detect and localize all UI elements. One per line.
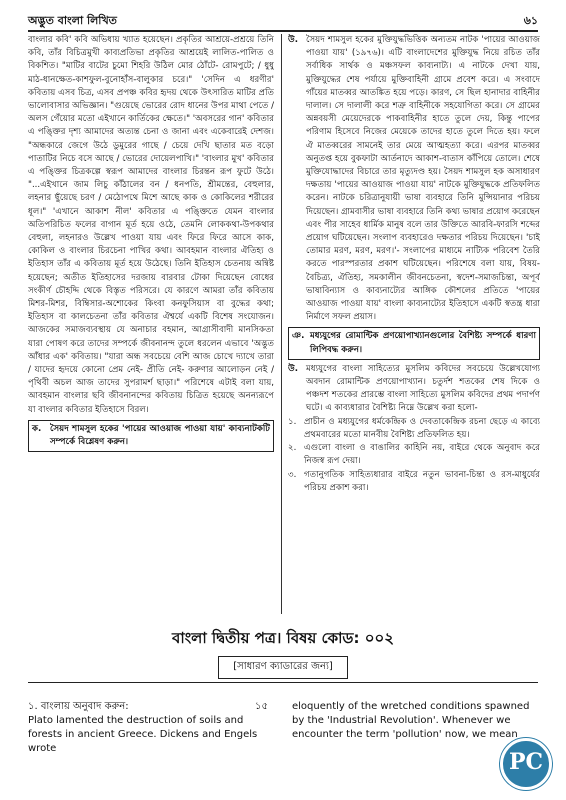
list-text: প্রাচীন ও মধ্যযুগের ধর্মকেন্দ্রিক ও দেবতাকেন্দ্রিক রচনা ছেড়ে এ কাব্যে প্রথমবারের মতো মানবীয় বৈশিষ্ট্য প্রতিফলিত হয়। [304, 416, 540, 440]
question-text: সৈয়দ শামসুল হকের 'পায়ের আওয়াজ পাওয়া যায়' কাব্যনাটকটি সম্পর্কে বিশ্লেষণ করুন। [50, 423, 270, 448]
passage-left: Plato lamented the destruction of soils and forests in ancient Greece. Dickens and Engels wrote [28, 715, 258, 754]
header-rule [28, 30, 538, 32]
section-rule [28, 682, 538, 683]
question-nya [288, 327, 540, 359]
answer-block [288, 34, 540, 324]
answer-label: উ. [288, 35, 298, 45]
section-subtitle-wrap [0, 654, 566, 679]
publisher-logo [500, 738, 552, 790]
list-item [288, 469, 540, 495]
column-divider [281, 34, 282, 614]
page-number: ৬১ [523, 14, 538, 27]
list-number: ২. [288, 443, 297, 454]
answer-text: সৈয়দ শামসুল হকের মুক্তিযুদ্ধভিত্তিক অন্যতম নাটক 'পায়ের আওয়াজ পাওয়া যায়' (১৯৭৬)। এটি বাংলাদেশের মুক্তিযুদ্ধ নিয়ে রচিত তাঁর সর্বাধিক সার্থক ও মঞ্চসফল কাব্যনাট্য। এ নাটকে দেখা যায়, মুক্তিযুদ্ধের শেষ পর্যায়ে মুক্তিবাহিনী গ্রামে প্রবেশ করে। এ সংবাদে গাঁয়ের মাতব্বর আতঙ্কিত হয়ে পড়ে। কারণ, সে ছিল হানাদার বাহিনীর দালাল। সে দালালী করে শত্রু বাহিনীকে সহযোগিতা করে। সে গ্রামের অন্নবয়সী মেয়েদেরকে পাকবাহিনীর হাতে তুলে দেয়, কিন্তু পাপের পরিণাম হিসেবে নিজের মেয়েকে তাদের হাতে তুলে দিতে হয়। ফলে ঐ মাতব্বরের সামনেই তার মেয়ে আত্মহত্যা করে। এরপর মাতব্বর অনুতপ্ত হয়ে বুকফাটা আর্তনাদে আকাশ-বাতাস কাঁপিয়ে তোলে। শেষে মুক্তিযোদ্ধাদের বিচারে তার মৃত্যুদণ্ড হয়। সৈয়দ শামসুল হক অসাধারণ দক্ষতায় 'পায়ের আওয়াজ পাওয়া যায়' নাটকে মুক্তিযুদ্ধকে প্রতিফলিত করেন। নাটকে চরিত্রানুযায়ী ভাষা ব্যবহারে তিনি মুন্সিয়ানার পরিচয় দিয়েছেন। গ্রামবাসীর ভাষা ব্যবহারে তিনি কথ্য ভাষার প্রয়োগ করেছেন এবং পীর সাহেব ধার্মিক মানুষ বলে তার উক্তিতে আরবি-ফারসি শব্দের প্রয়োগ ঘটিয়েছেন। সংলাপ ব্যবহারেও দক্ষতার পরিচয় দিয়েছেন। 'চাই তোমার মরণ, মরণ, মরণ।'- সংলাপের মাধ্যমে নাট্যিক পরিবেশ তৈরি করতে পারস্পরতার প্রকাশ ঘটিয়েছেন। পরিশেষে বলা যায়, বিষয়-বৈচিত্র্য, ঐতিহ্য, সমকালীন জীবনচেতনা, স্বদেশ-সমাজচিন্তা, অপূর্ব ভাষাবিন্যাস ও কাব্যনাট্যের আঙ্গিক কৌশলের প্রতিতে 'পায়ের আওয়াজ পাওয়া যায়' বাংলা কাব্যনাট্যের ইতিহাসে একটি স্বতন্ত্র ধারা নির্মাণে সফল প্রয়াস। [306, 35, 540, 323]
page-header [28, 8, 538, 30]
right-column [288, 34, 540, 619]
translation-question [28, 700, 268, 756]
list-number: ১. [288, 416, 297, 427]
translation-label: ১. বাংলায় অনুবাদ করুন: [28, 701, 129, 712]
list-item [288, 416, 540, 442]
question2-label: ঞ. [292, 331, 305, 342]
list-item [288, 442, 540, 468]
answer2-text: মধ্যযুগের বাংলা সাহিত্যের মুসলিম কবিদের সবচেয়ে উল্লেখযোগ্য অবদান রোমান্টিক প্রণয়োপাখ্যান। চতুর্দশ শতকের শেষ দিকে ও পঞ্চদশ শতকের প্রারম্ভে বাংলা সাহিত্যে মুসলিম কবিদের প্রথম পদার্পণ ঘটে। এ কাব্যধারার বৈশিষ্ট্য নিম্নে উল্লেখ করা হলো- [306, 363, 540, 414]
question-label: ক. [32, 423, 42, 434]
answer2-block [288, 363, 540, 416]
question2-text: মধ্যযুগের রোমান্টিক প্রণয়োপাখ্যানগুলোর বৈশিষ্ট্য সম্পর্কে ধারণা লিপিবদ্ধ করুন। [310, 331, 536, 355]
list-number: ৩. [288, 469, 297, 480]
section-subtitle: [সাধারণ ক্যাডারের জন্য] [218, 656, 348, 679]
section-title: বাংলা দ্বিতীয় পত্র। বিষয় কোড: ০০২ [172, 629, 394, 647]
left-column [28, 34, 274, 619]
logo-text: PC [508, 749, 544, 775]
list-text: এগুলো বাংলা ও বাঙালির কাহিনি নয়, বাইরে থেকে অনুবাদ করে নিজস্ব রূপ দেয়া। [304, 443, 540, 467]
header-title: অদ্ভুত বাংলা লিখিত [28, 14, 117, 27]
answer-paragraph: বাংলার কবি' কবি অভিধায় খ্যাত হয়েছেন। প্রকৃতির আশ্রয়ে-প্রশ্রয়ে তিনি কবি, তাঁর বিচিত্রমুখী কাব্যপ্রতিভা প্রকৃতির আশ্রয়েই লালিত-পালিত ও বিকশিত। "মাটির বাটের চুমো শিহরি উঠিল মোর ঠোঁটে- রোমপুটে; / ধুধু মাঠ-ধানক্ষেত-কাশফুল-বুনোহাঁস-বালুকার চরে।" 'সেদিন এ ধরণীর' কবিতায় এসব চিত্র, এসব প্রপঞ্চ কবির হৃদয় থেকে উৎসারিত মাটির প্রতি ভালোবাসার অভিজ্ঞান। "গুয়েছে ভোরের রোদ ধানের উপর মাথা পেতে / অলস গেঁয়োর মতো এইখানে কার্তিকের ক্ষেতে।" 'অবসরের গান' কবিতার এ পঙ্ক্তির দৃশ্য আমাদের অত্যন্ত চেনা ও জানা এবং একেবারেই দেশজ। "অন্ধকারে জেগে উঠে ডুমুরের গাছে / চেয়ে দেখি ছাতার মত বড়ো পাতাটির নিচে বসে আছে / ভোরের দোয়েলপাখি।" 'বাংলার মুখ' কবিতার এ পঙ্ক্তির চিত্রকল্পে স্বরূপ আমাদের বাংলার চিরন্তন রূপ ফুটে উঠে। "...এইখানে জাম লিচু কাঁঠালের বন / ধনপতি, শ্রীমন্তের, বেহুলার, লহনার ছুঁয়েছে চরণ / মেঠোপথে মিশে আছে কাক ও কোকিলের শরীরের ধূল।" 'এখানে আকাশ নীল' কবিতার এ পঙ্ক্তিতে যেমন বাংলার অতিপরিচিত ফলের বাগান মূর্ত হয়ে ওঠে, তেমনি লোককথা-উপকথার বেহুলা, লহনারও উল্লেখ পাওয়া যায় এবং ফিরে ফিরে আসে কাক, কোকিল ও বাংলার চিরচেনা পাখির কথা। আবহমান বাংলার ঐতিহ্য ও ইতিহাস তাঁর এ কবিতায় মূর্ত হয়ে উঠেছে। তিনি ইতিহাস চেতনায় অন্বিষ্ট হয়েছেন; অতীত ইতিহাসের দরজায় বারবার টোকা দিয়েছেন বোধের সংকীর্ণ চৌহদ্দি থেকে বিস্তৃত পরিসরে। যে কারণে আমরা তাঁর কবিতায় মিশর-মিশর, বিম্বিসার-অশোকের কিংবা কনফুসিয়াস বা বুদ্ধের কথা; ইতিহাস বা কালচেতনা তাঁর কবিতার ঐশ্বর্যে একটি বিশেষ সংযোজন। আজকের সমাজব্যবস্থায় যে অনাচার বহমান, আগ্রাসীবাদী মানসিকতা যারা পোষণ করে তাদের সম্পর্কে জীবনানন্দ তুলে ধরলেন এভাবে 'অদ্ভুত আঁধার এক' কবিতায়। "যারা অন্ধ সবচেয়ে বেশি আজ চোখে দ্যাখে তারা / যাদের হৃদয়ে কোনো প্রেম নেই- প্রীতি নেই- করুণার আলোড়ন নেই / পৃথিবী অচল আজ তাদের সুপরামর্শ ছাড়া।" পরিশেষে এটাই বলা যায়, আবহমান বাংলার ছবি জীবনানন্দের কবিতায় চিত্রিত হয়েছে অনন্যরূপে যা বাংলার কবিতার ইতিহাসে বিরল। [28, 35, 274, 415]
list-text: গতানুগতিক সাহিত্যধারার বাইরে নতুন ভাবনা-চিন্তা ও রস-মাধুর্যের পরিচয় প্রকাশ করা। [304, 469, 540, 493]
marks: ১৫ [255, 701, 268, 712]
answer2-label: উ. [288, 363, 298, 374]
passage-right: eloquently of the wretched conditions spawned by the 'Industrial Revolution'. Whenever we encounter the term 'pollution' now, we mean [292, 701, 530, 740]
question-row [28, 700, 268, 714]
question-ka [28, 420, 274, 452]
